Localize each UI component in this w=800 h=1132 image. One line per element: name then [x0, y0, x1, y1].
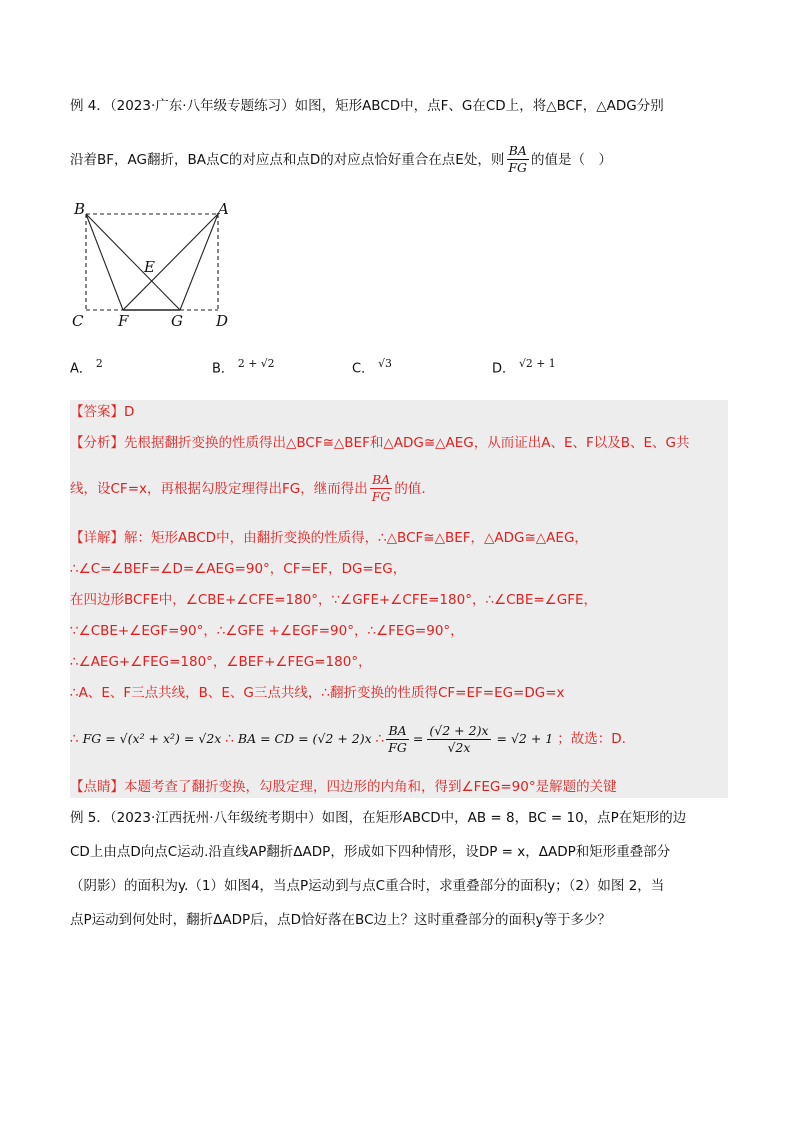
- analysis-line2-b: 的值.: [394, 480, 426, 497]
- option-a[interactable]: [70, 357, 103, 376]
- ratio-lhs-fraction: [386, 723, 409, 756]
- ex4-line1: 例 4．（2023·广东·八年级专题练习）如图，矩形ABCD中，点F、G在CD上，将△BCF，△ADG分别: [70, 98, 664, 114]
- comment-line: 【点睛】本题考查了翻折变换，勾股定理，四边形的内角和，得到∠FEG=90°是解题的关键: [70, 779, 617, 795]
- option-a-value: 2: [95, 357, 103, 370]
- label-a: A: [218, 200, 229, 218]
- ratio-rhs-num: (√2 + 2)x: [429, 722, 489, 738]
- option-d[interactable]: [492, 357, 556, 376]
- ratio-lhs-den: FG: [388, 739, 407, 755]
- analysis-line2: [70, 472, 426, 505]
- detail-line7: ∴ FG = √(x² + x²) = √2x ∴ BA = CD = (√2 + 2)x ∴ $\frac{BA}{FG}$ = $\frac{(√2 + 2)x}{√2x}$ = √2 + 1 ；故选：D.: [70, 722, 626, 755]
- option-d-letter: D．: [492, 361, 516, 377]
- ex5-line1: 例 5．（2023·江西抚州·八年级统考期中）如图，在矩形ABCD中，AB = 8，BC = 10，点P在矩形的边: [70, 810, 687, 826]
- analysis-fraction: [370, 472, 393, 505]
- therefore-3: ∴: [375, 731, 385, 747]
- fg-formula: FG = √(x² + x²) = √2x: [82, 731, 222, 746]
- analysis-frac-num: BA: [371, 472, 391, 487]
- ratio-lhs-num: BA: [388, 722, 407, 738]
- analysis-frac-den: FG: [371, 489, 391, 504]
- ex4-line2-b: 的值是（ ）: [531, 151, 613, 168]
- option-c-value: √3: [378, 357, 392, 370]
- detail-line6: ∴A、E、F三点共线，B、E、G三点共线，∴翻折变换的性质得CF=EF=EG=DG=x: [70, 685, 565, 701]
- ex5-line2: CD上由点D向点C运动.沿直线AP翻折ΔADP，形成如下四种情形，设DP = x，ΔADP和矩形重叠部分: [70, 844, 671, 860]
- ba-formula: BA = CD = (√2 + 2)x: [237, 731, 372, 746]
- label-g: G: [171, 312, 183, 330]
- answer-line: 【答案】D: [70, 404, 135, 420]
- detail-line3: 在四边形BCFE中，∠CBE+∠CFE=180°，∵∠GFE+∠CFE=180°，∴∠CBE=∠GFE，: [70, 592, 598, 608]
- ratio-result: = √2 + 1: [496, 731, 554, 746]
- segment-bg: [86, 214, 180, 310]
- therefore-1: ∴: [70, 731, 79, 747]
- option-b[interactable]: [212, 357, 275, 376]
- label-f: F: [118, 312, 129, 330]
- detail-line2: ∴∠C=∠BEF=∠D=∠AEG=90°，CF=EF，DG=EG，: [70, 561, 407, 577]
- ex4-frac-den: FG: [508, 160, 528, 175]
- choose-d: ；故选：D.: [557, 731, 626, 747]
- analysis-line1: 【分析】先根据翻折变换的性质得出△BCF≅△BEF和△ADG≅△AEG，从而证出A、E、F以及B、E、G共: [70, 435, 690, 451]
- analysis-line2-a: 线，设CF=x，再根据勾股定理得出FG，继而得出: [70, 480, 368, 497]
- segment-ag: [180, 214, 218, 310]
- detail-line1: 【详解】解：矩形ABCD中，由翻折变换的性质得，∴△BCF≅△BEF，△ADG≅△AEG，: [70, 530, 588, 546]
- rectangle-fold-figure: [68, 196, 238, 332]
- segment-bf: [86, 214, 123, 310]
- ex4-frac-num: BA: [508, 143, 527, 158]
- ratio-rhs-fraction: [427, 723, 490, 756]
- therefore-2: ∴: [225, 731, 234, 747]
- ex4-line2-a: 沿着BF，AG翻折，BA点C的对应点和点D的对应点恰好重合在点E处，则: [70, 151, 505, 168]
- ex4-fraction: [506, 143, 529, 176]
- ratio-rhs-den: √2x: [447, 739, 471, 755]
- segment-af: [123, 214, 218, 310]
- option-b-value: 2 + √2: [237, 357, 275, 370]
- option-b-letter: B．: [212, 361, 234, 377]
- ex5-line4: 点P运动到何处时，翻折ΔADP后，点D恰好落在BC边上？这时重叠部分的面积y等于多少？: [70, 912, 611, 928]
- ex5-line3: （阴影）的面积为y.（1）如图4，当点P运动到与点C重合时，求重叠部分的面积y；（2）如图 2，当: [70, 878, 665, 894]
- option-c-letter: C．: [352, 361, 375, 377]
- detail-line5: ∴∠AEG+∠FEG=180°，∠BEF+∠FEG=180°，: [70, 654, 372, 670]
- option-c[interactable]: [352, 357, 392, 376]
- label-e: E: [144, 258, 155, 276]
- label-b: B: [74, 200, 86, 218]
- label-c: C: [72, 312, 84, 330]
- ex4-line2: [70, 143, 612, 176]
- label-d: D: [216, 312, 229, 330]
- option-a-letter: A．: [70, 361, 92, 377]
- detail-line4: ∵∠CBE+∠EGF=90°，∴∠GFE +∠EGF=90°，∴∠FEG=90°，: [70, 623, 464, 639]
- option-d-value: √2 + 1: [519, 357, 556, 370]
